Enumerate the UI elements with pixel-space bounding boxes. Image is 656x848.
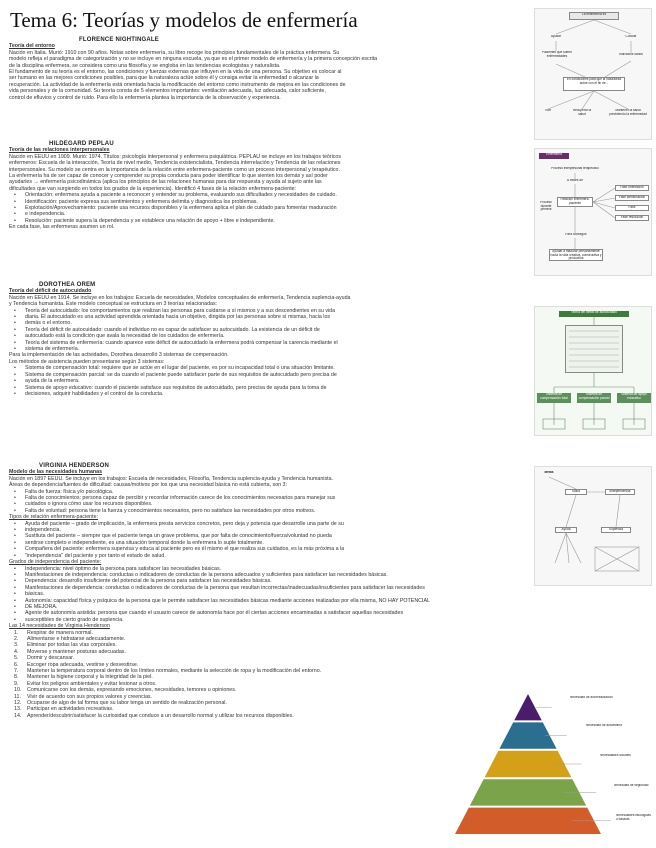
list-item: • "independencia" del paciente y por tanto el estado de salud. [9, 553, 533, 559]
needs-pyramid [450, 690, 652, 840]
diagram-box: La enfermería es [569, 12, 619, 20]
list-item: • Teoría del sistema de enfermería: cuando aparece este déficit de autocuidado la enfermera podrá compensar la carencia mediante el [9, 340, 533, 346]
diagram-label: Para conseguir [565, 233, 587, 236]
diagram-label: Pacientes que sufren enfermedades [542, 51, 572, 58]
section-subheading: Teoría del déficit de autocuidado [9, 288, 92, 295]
text-line: Nación en Italia. Murió: 1910 con 90 años. Notas sobre enfermería, su libro recoge los principios fundamentales de la práctica enfermera. Su [9, 49, 340, 56]
systems-list [9, 365, 533, 397]
diagram-label: Proceso durante primera [540, 201, 552, 211]
section-heading: FLORENCE NIGHTINGALE [79, 37, 159, 43]
diagram-box: Suplencia [601, 527, 631, 533]
diagram-label: Ayudar [550, 35, 562, 38]
text-line: vida personales y de la comunidad. Su teoría consta de 5 elementos importantes: ventilación adecuada, luz adecuada, calor suficiente, [9, 88, 326, 95]
nightingale-diagram [534, 8, 652, 140]
need-item: 11. Vivir de acuerdo con sus propios valores y creencias. [9, 694, 533, 700]
diagram-label: A través de [567, 179, 583, 182]
need-item: 4. Moverse y mantener posturas adecuadas. [9, 649, 533, 655]
phase-list [9, 192, 533, 224]
list-item: • diaria. El autocuidado es una actividad aprendida orientada hacia un objetivo, dirigida por las personas sobre sí mismas, hacia los [9, 314, 533, 320]
text-line: Nación en 1897 EEUU. Se incluye en los trabajos: Escuela de necesidades, Filosofía, Tendencia suplencia-ayuda y Tendencia humanista. [9, 475, 333, 482]
list-item: • Agente de autonomía asistida: persona que cuando el usuario carece de autonomía hace por él ciertas acciones encaminadas a satisfacer aquellas necesidades [9, 610, 533, 616]
pyramid-label: Necesidades sociales [600, 754, 631, 757]
diagram-connectors [535, 149, 653, 277]
list-item: • Ayuda del paciente – grado de implicación, la enfermera presta servicios concretos, pero deja y potencia que desarrolle una parte de su [9, 521, 533, 527]
diagram-connectors [535, 467, 653, 587]
need-item: 14. Aprender/descubrir/satisfacer la curiosidad que conduce a un desarrollo normal y utilizar los recursos disponibles. [9, 713, 533, 719]
text-line: El fundamento de su teoría es el entorno, las condiciones y fuerzas externas que influyen en la vida de una persona. Su objetivo es colocar al [9, 69, 342, 76]
diagram-label: Recuperar la salud [572, 109, 592, 116]
nightingale-section [9, 37, 533, 101]
list-item: • Teoría del déficit de autocuidado: cuando el individuo no es capaz de satisfacer su autocuidado. La existencia de un déficit de [9, 327, 533, 333]
list-item: • Sistema de compensación parcial: se da cuando el paciente puede satisfacer parte de sus requisitos de autocuidado pero precisa de [9, 372, 533, 378]
list-item: • cuidados o ignora cómo usar los recursos disponibles. [9, 501, 533, 507]
text-line: En cada fase, las enfermeras asumen un rol. [9, 224, 115, 231]
list-item: • demás o el entorno. [9, 320, 533, 326]
nightingale-lines [9, 50, 533, 101]
text-line: enfermeros: Escuela de la interacción, Teoría de nivel medio, Tendencia existencialista, Tendencia interrelación y Tendencia de las relaciones [9, 160, 341, 167]
list-item: • Sistema de apoyo educativo: cuando el paciente satisface sus requisitos de autocuidado, pero precisa de ayuda para la toma de [9, 385, 533, 391]
need-item: 2. Alimentarse e hidratarse adecuadamente. [9, 636, 533, 642]
diagram-box: Salud [565, 489, 587, 495]
diagram-box: Enfermería [539, 153, 569, 159]
orem-section [9, 282, 533, 397]
henderson-section [9, 463, 533, 719]
text-line: modelo refleja el paradigma de categorización y no se incluye en ninguna escuela, ya que es el primer modelo de enfermería y la primera concepción escrita [9, 56, 378, 63]
list-title: Las 14 necesidades de Virginia Henderson [9, 623, 110, 630]
text-line: ser humano en las mejores condiciones posibles, para que la naturaleza actúe sobre él y consiga evitar la enfermedad o alcanzar la [9, 75, 319, 82]
list-item: • Orientación: enfermera ayuda a paciente a reconocer y entender su problema, evaluando sus dificultades y necesidades de cuidado. [9, 192, 533, 198]
text-line: Áreas de dependencia/fuentes de dificultad: causas/motivos por los que una necesidad básica no está cubierta, son 3: [9, 482, 287, 489]
list-item: • decisiones, adquirir habilidades y el control de la conducta. [9, 391, 533, 397]
list-item: • Falta de conocimientos: persona capaz de percibir y recordar información carece de los conocimientos necesarios para manejar sus [9, 495, 533, 501]
list-item: • Manifestaciones de independencia: conductas o indicadores de conductas de la persona adecuados y suficientes para satisfacer las necesidades básicas. [9, 572, 533, 578]
peplau-section [9, 141, 533, 231]
diagram-box: Independencia [605, 489, 635, 495]
need-item: 9. Evitar los peligros ambientales y evitar lesionar a otros. [9, 681, 533, 687]
list-item: • susceptibles de cierto grado de suplencia. [9, 617, 533, 623]
pyramid-label: Necesidad de seguridad [614, 784, 649, 787]
list-item: • Autonomía: capacidad física y psíquica de la persona que le permite satisfacer las necesidades básicas mediante acciones realizadas por ella misma, NO HAY POTENCIAL [9, 598, 533, 604]
diagram-box: Ayudar a madurar personalmente hacia la vida creativa, constructiva y productiva [550, 249, 602, 261]
text-line: control de efluvios y control de ruido. Para ello la enfermería plantea la importancia de la observación y experiencia. [9, 94, 281, 101]
diagram-box: Teoría del déficit de autocuidado [559, 311, 629, 317]
relations-list [9, 521, 533, 559]
diagram-label: Colocar [625, 35, 637, 38]
need-item: 1. Respirar de manera normal. [9, 630, 533, 636]
text-line: interpersonales. Su modelo se centra en la importancia de la relación entre enfermera-paciente como un proceso interpersonal y terapéutico. [9, 166, 340, 173]
diagram-label: Individuos sanos [619, 53, 643, 56]
list-item: • Teoría del autocuidado: los comportamientos que realizan las personas para cuidarse a sí mismos y a sus descendientes en su vida [9, 308, 533, 314]
text-line: La enfermería ha de ser capaz de conocer y comprender su propia conducta para poder identificar lo que sienten los demás y así poder [9, 173, 328, 180]
diagram-connectors [535, 9, 653, 141]
text-line: Para la implementación de las actividades, Dorothea desarrolló 3 sistemas de compensación. [9, 352, 229, 359]
phase-box: Fase identificación [615, 195, 649, 201]
text-line: Nación en EEUU en 1914. Se incluye en los trabajos: Escuela de necesidades, Modelos conceptuales de enfermería, Tendencia suplencia-ayuda [9, 294, 351, 301]
diagram-label: Mantener la salud previniendo la enfermedad [609, 109, 647, 116]
diagram-label: Proceso interpersonal terapéutico [551, 167, 599, 170]
need-item: 6. Escoger ropa adecuada, vestirse y desvestirse. [9, 662, 533, 668]
text-line: recuperación. La actividad de la enfermería está orientada hacia la modificación del entorno como instrumento de mejora en las condiciones de [9, 81, 346, 88]
text-line: y Tendencia humanista. Este modelo conceptual se estructura en 3 teorías relacionadas: [9, 301, 218, 308]
section-heading: DOROTHEA OREM [39, 282, 96, 288]
need-item: 13. Participar en actividades recreativas. [9, 706, 533, 712]
diagram-connectors [535, 307, 653, 437]
list-item: • e independencia. [9, 211, 533, 217]
list-item: • sentirse completo e independiente, es una situación temporal donde la enfermera lo suple totalmente. [9, 540, 533, 546]
list-item: • independencia. [9, 527, 533, 533]
list-item: • Falta de voluntad: persona tiene la fuerza y conocimientos necesarios, pero no satisface las necesidades por otros motivos. [9, 508, 533, 514]
grades-list [9, 566, 533, 624]
orem-diagram [534, 306, 652, 436]
diagram-label: Vivir [544, 109, 552, 112]
need-item: 5. Dormir y descansar. [9, 655, 533, 661]
text-line: de la disciplina enfermera, se considera como una filosofía y se engloba en las tendencias ecologistas y naturalista. [9, 62, 281, 69]
list-item: • Explotación/Aprovechamiento: paciente usa recursos disponibles y la enfermera aplica el plan de cuidado para fomentar maduración [9, 205, 533, 211]
section-subheading: Modelo de las necesidades humanas [9, 469, 103, 476]
henderson-diagram [534, 466, 652, 586]
theory-list [9, 308, 533, 353]
list-item: • autocuidado está la condición que avala la necesidad de los cuidados de enfermería. [9, 333, 533, 339]
list-item: • Sustituta del paciente – siempre que el paciente tenga un grave problema, que por falta de conocimiento/fuerza/voluntad no pueda [9, 533, 533, 539]
page-title: Tema 6: Teorías y modelos de enfermería [10, 8, 358, 32]
list-item: • Independencia: nivel óptimo de la persona para satisfacer las necesidades básicas. [9, 566, 533, 572]
pyramid-label: Necesidad de autoestima [586, 724, 622, 727]
phase-box: Fase aprovechamiento [615, 205, 649, 211]
text-line: dificultades que van surgiendo en todos los grados de la experiencia). Identificó 4 fases de la relación enfermera-paciente: [9, 185, 297, 192]
section-heading: HILDEGARD PEPLAU [49, 141, 114, 147]
text-line: ayudarles → enfermería psicodinámica (aplica los principios de las relaciones humanas para dar respuesta y ayuda al sujeto ante las [9, 179, 322, 186]
list-item: • Identificación: paciente expresa sus sentimientos y enfermera delimita y diagnostica los problemas. [9, 199, 533, 205]
phase-box: Fase orientación [615, 185, 649, 191]
list-item: • Resolución: paciente supera la dependencia y se establece una relación de apoyo + libre e independiente. [9, 218, 533, 224]
list-item: • Dependencia: desarrollo insuficiente del potencial de la persona para satisfacer las necesidades básicas. [9, 578, 533, 584]
list-item: • Falta de fuerza: física y/o psicológica. [9, 489, 533, 495]
section-subheading: Teoría de las relaciones interpersonales [9, 147, 110, 154]
list-item: • Compañera del paciente: enfermera supervisa y educa al paciente pero es él mismo el que realiza sus cuidados, es la más próxima a la [9, 546, 533, 552]
list-title: Tipos de relación enfermera-paciente: [9, 514, 99, 521]
diagram-box: Relación enfermera-paciente [557, 197, 593, 207]
diagram-label: Metas [544, 471, 554, 474]
list-item: • Sistema de compensación total: requiere que se actúe en el lugar del paciente, es por su incapacidad total o una situación limitante. [9, 365, 533, 371]
diagram-box: Ayuda [555, 527, 577, 533]
text-line: Nación en EEUU en 1909. Murió: 1974. Títulos: psicología interpersonal y enfermera psiquiátrica. PEPLAU se incluye en los trabajos teóricos [9, 153, 342, 160]
section-subheading: Teoría del entorno [9, 43, 55, 50]
list-title: Grados de independencia del paciente: [9, 559, 102, 566]
list-item: • DE MEJORA. [9, 604, 533, 610]
text-line: Los métodos de asistencia pueden presentarse según 3 sistemas: [9, 358, 165, 365]
list-item: • Manifestaciones de dependencia: conductas o indicadores de conductas de la persona que resultan incorrectas/inadecuadas/insuficientes para satisfacer las necesidades [9, 585, 533, 591]
list-item: • sistema de enfermería. [9, 346, 533, 352]
need-item: 10. Comunicarse con los demás, expresando emociones, necesidades, temores u opiniones. [9, 687, 533, 693]
system-box: Sistema de apoyo educativo [617, 393, 651, 403]
section-heading: VIRGINIA HENDERSON [39, 463, 110, 469]
need-item: 7. Mantener la temperatura corporal dentro de los límites normales, mediante la selección de ropa y la modificación del entorno. [9, 668, 533, 674]
need-item: 12. Ocuparse de algo de tal forma que su labor tenga un sentido de realización personal. [9, 700, 533, 706]
system-box: Sistema de compensación parcial [577, 393, 611, 403]
system-box: Sistema de compensación total [537, 393, 571, 403]
need-item: 8. Mantener la higiene corporal y la integridad de la piel. [9, 674, 533, 680]
peplau-diagram [534, 148, 652, 276]
phase-box: Fase resolución [615, 215, 649, 221]
pyramid-label: Necesidad de autorrealización [570, 696, 613, 699]
list-item: • ayuda de la enfermera. [9, 378, 533, 384]
areas-list [9, 489, 533, 515]
pyramid-label: Necesidades fisiológicas o básicas [616, 814, 651, 821]
diagram-box: En condiciones para que la naturaleza actúe con el fin de... [563, 77, 625, 91]
need-item: 3. Eliminar por todas las vías corporales. [9, 642, 533, 648]
list-item: • básicas. [9, 591, 533, 597]
